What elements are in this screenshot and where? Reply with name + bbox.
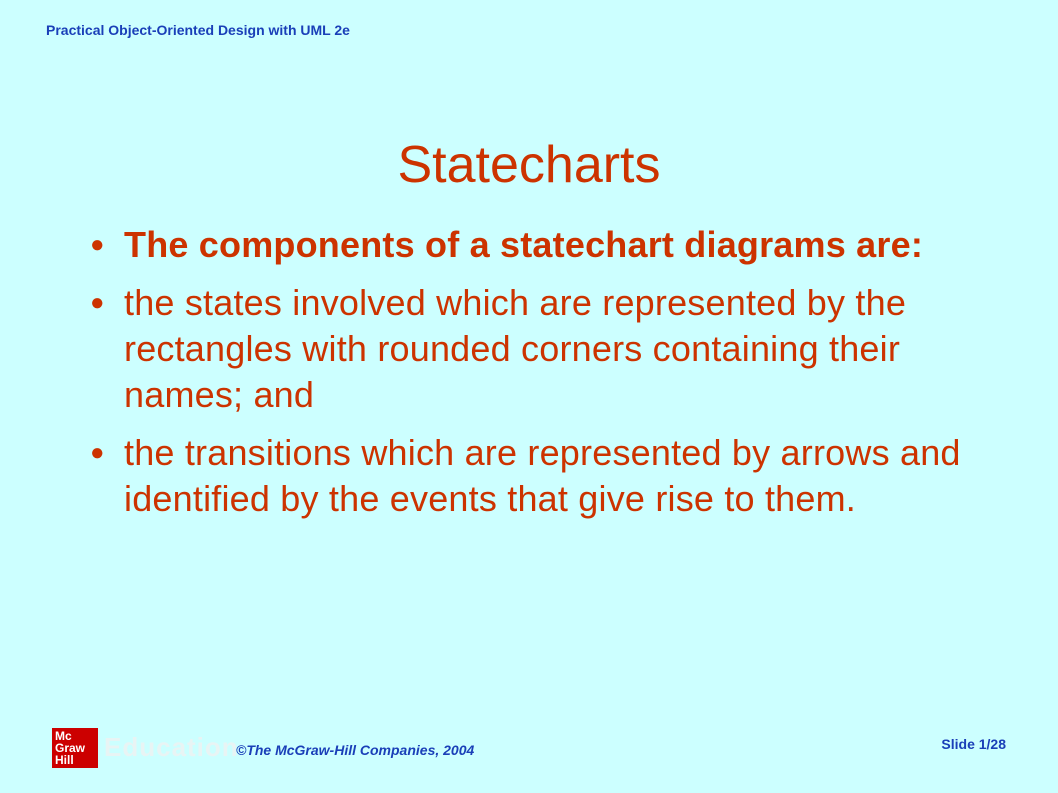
slide-title: Statecharts [397, 135, 661, 194]
bullet-icon: ● [90, 289, 105, 316]
mcgraw-hill-logo: Mc Graw Hill [52, 728, 98, 768]
bullet-text: the transitions which are represented by arrows and identified by the events that give rise to them. [124, 432, 961, 519]
copyright-notice: ©The McGraw-Hill Companies, 2004 [236, 742, 475, 758]
bullet-item [90, 280, 990, 418]
bullet-list [90, 222, 990, 534]
bullet-text: The components of a statechart diagrams are: [124, 224, 924, 265]
bullet-icon: ● [90, 231, 105, 258]
education-wordmark: Education [104, 732, 239, 762]
course-header: Practical Object-Oriented Design with UML 2e [46, 22, 350, 38]
bullet-text: the states involved which are represented by the rectangles with rounded corners containing their names; and [124, 282, 907, 415]
slide-number: Slide 1/28 [941, 736, 1006, 752]
bullet-item [90, 222, 990, 268]
bullet-icon: ● [90, 439, 105, 466]
bullet-item [90, 430, 990, 522]
